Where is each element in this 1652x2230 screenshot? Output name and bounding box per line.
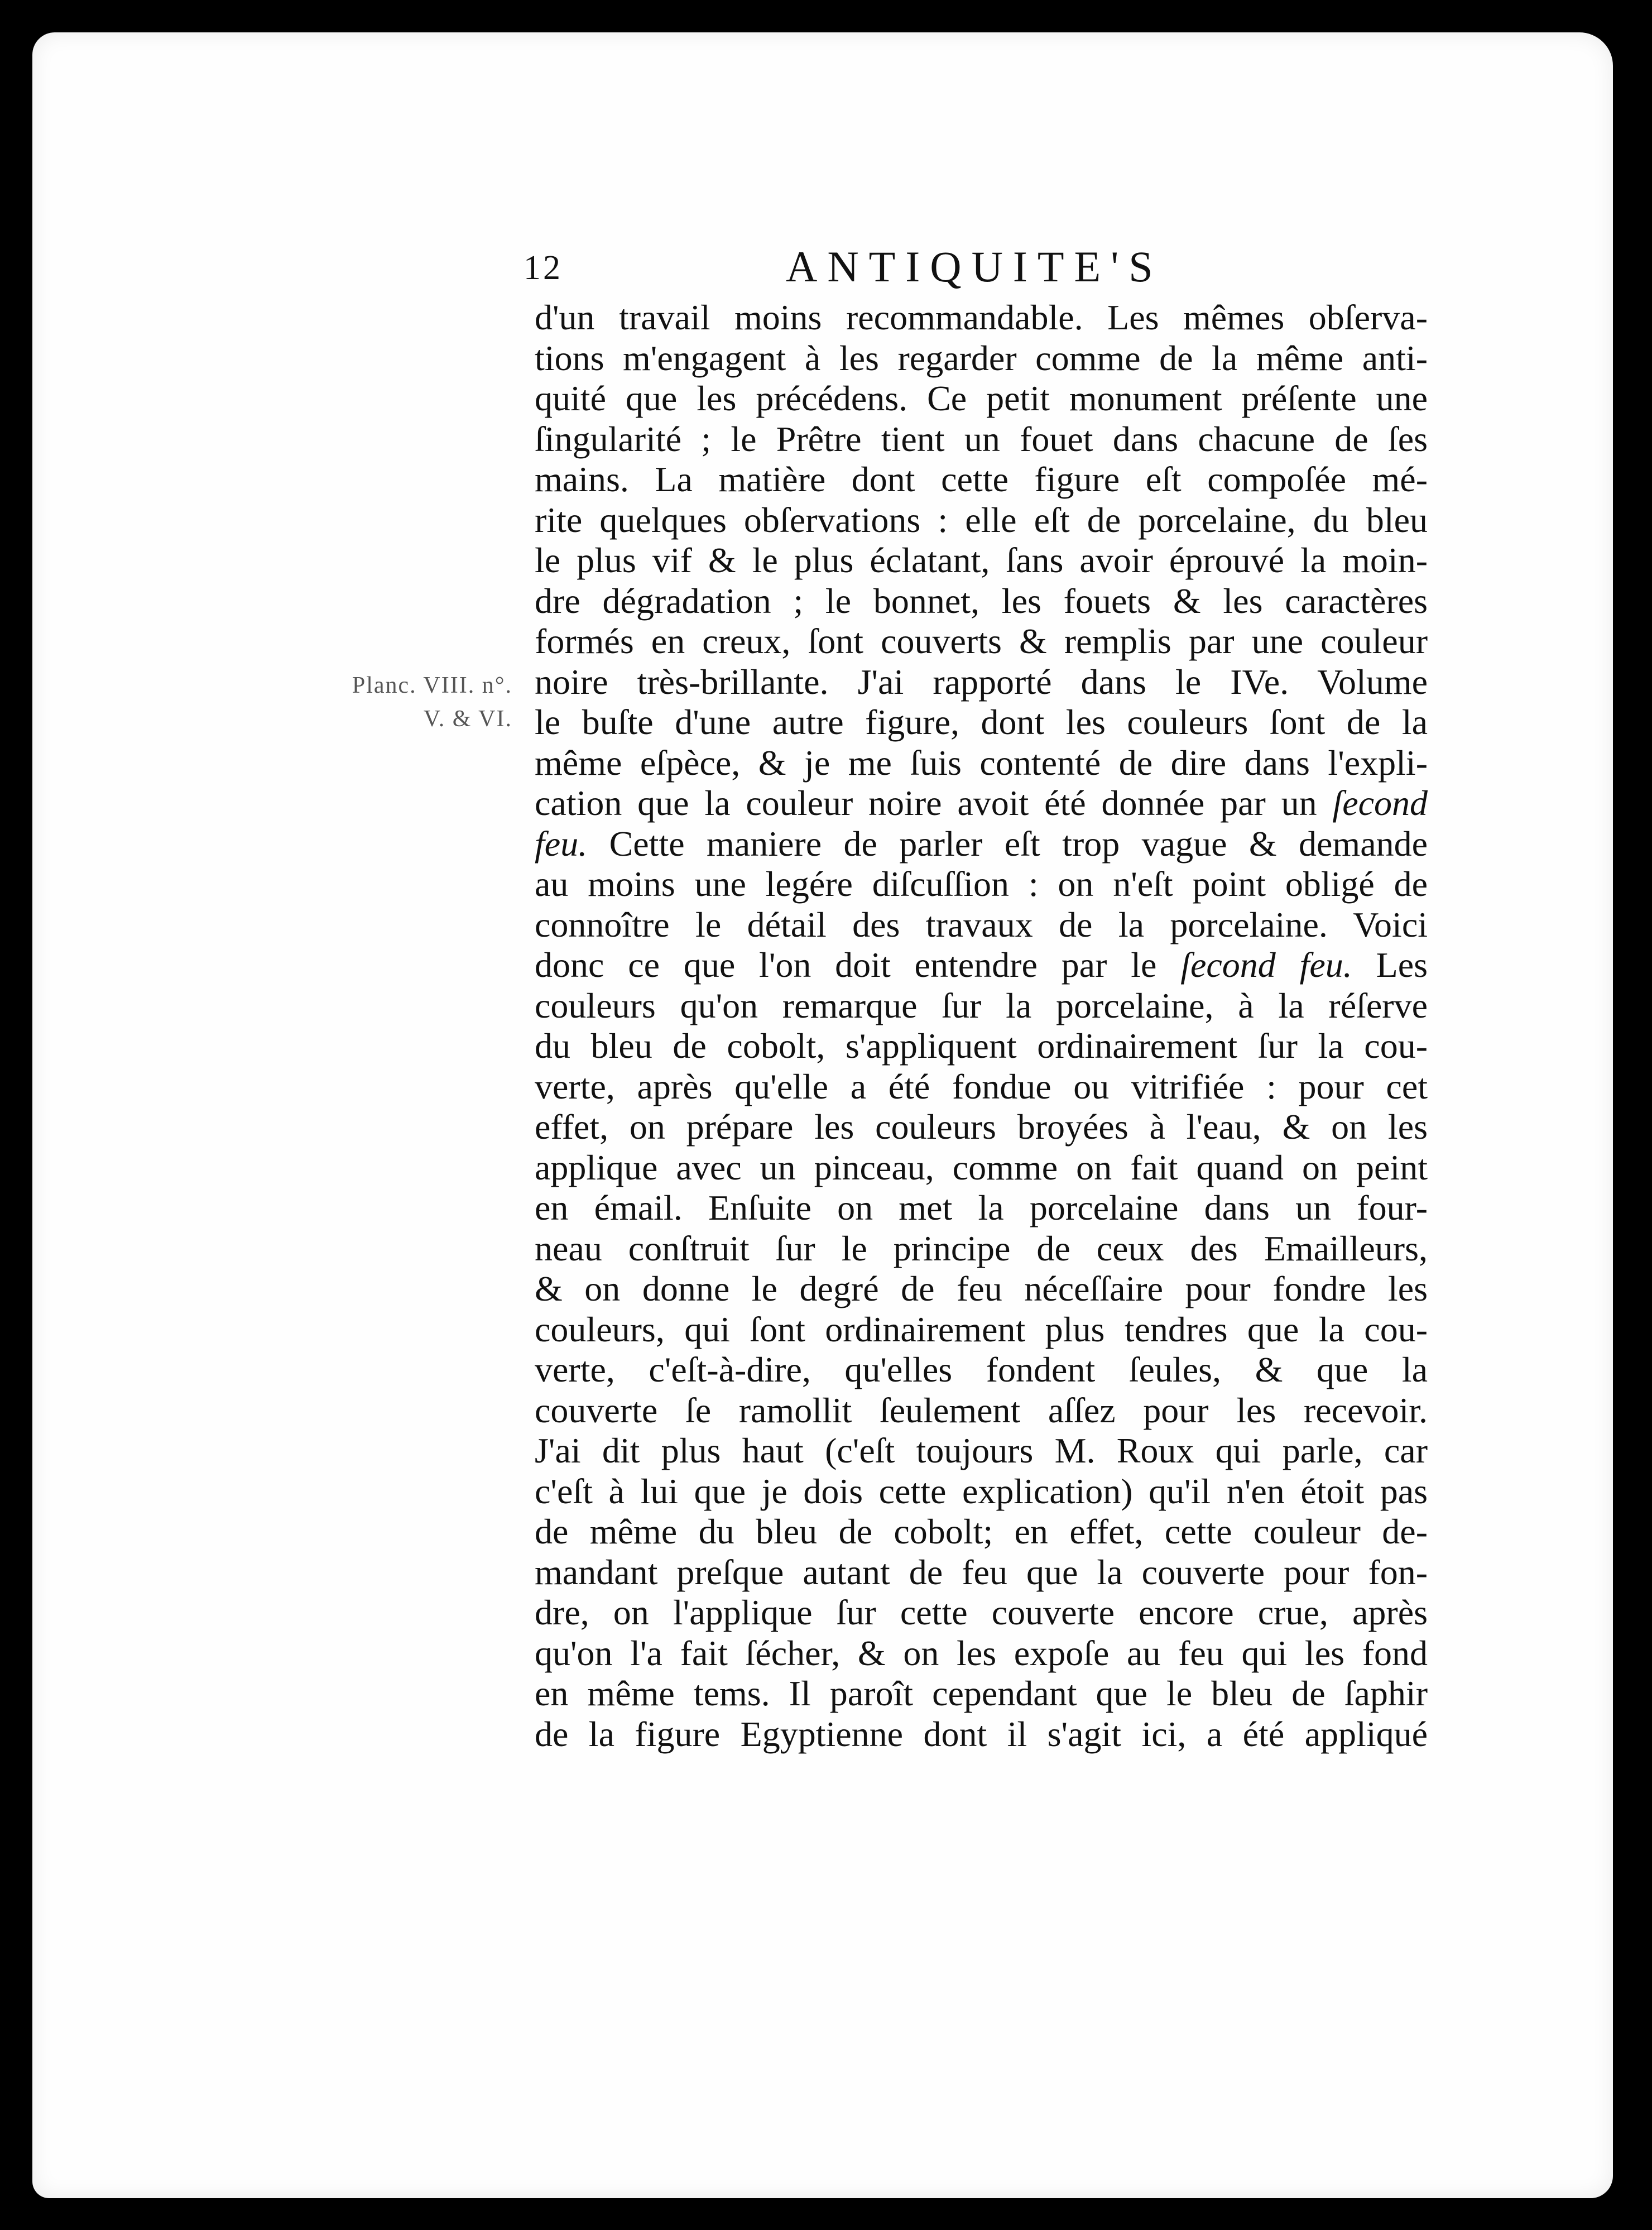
text-line: connoître le détail des travaux de la porcelaine. Voici	[535, 904, 1428, 944]
text-line: de la figure Egyptienne dont il s'agit ici, a été appliqué	[535, 1714, 1428, 1754]
text-run: Cette maniere de parler eſt trop vague & demande	[609, 823, 1428, 864]
text-run: donc ce que l'on doit entendre par le	[535, 945, 1157, 985]
page-number: 12	[524, 249, 563, 287]
text-line: effet, on prépare les couleurs broyées à l'eau, & on les	[535, 1107, 1428, 1147]
text-line: qu'on l'a fait ſécher, & on les expoſe au feu qui les fond	[535, 1633, 1428, 1673]
text-line: au moins une legére diſcuſſion : on n'eſt point obligé de	[535, 864, 1428, 904]
text-line: noire très-brillante. J'ai rapporté dans le IVe. Volume	[535, 661, 1428, 702]
text-run: Les	[1376, 945, 1428, 985]
text-line: couverte ſe ramollit ſeulement aſſez pour les recevoir.	[535, 1390, 1428, 1430]
margin-note	[345, 669, 512, 736]
running-head	[507, 242, 1439, 298]
text-line: tions m'engagent à les regarder comme de la même anti-	[535, 338, 1428, 378]
text-line	[535, 783, 1428, 824]
text-line: en émail. Enſuite on met la porcelaine dans un four-	[535, 1188, 1428, 1227]
text-line: en même tems. Il paroît cependant que le bleu de ſaphir	[535, 1673, 1428, 1713]
italic-run: ſecond	[1332, 783, 1428, 823]
body-text	[535, 298, 1428, 1754]
margin-note-line: V. & VI.	[423, 706, 512, 732]
text-line: de même du bleu de cobolt; en effet, cette couleur de-	[535, 1512, 1428, 1551]
text-line: du bleu de cobolt, s'appliquent ordinairement ſur la cou-	[535, 1026, 1428, 1066]
text-line: même eſpèce, & je me ſuis contenté de dire dans l'expli-	[535, 742, 1428, 783]
text-line: neau conſtruit ſur le principe de ceux des Emailleurs,	[535, 1228, 1428, 1268]
text-line: formés en creux, ſont couverts & remplis par une couleur	[535, 621, 1428, 661]
text-line: verte, c'eſt-à-dire, qu'elles fondent ſeules, & que la	[535, 1350, 1428, 1389]
text-line: verte, après qu'elle a été fondue ou vitrifiée : pour cet	[535, 1066, 1428, 1106]
text-line: mandant preſque autant de feu que la couverte pour fon-	[535, 1552, 1428, 1592]
text-line: dre dégradation ; le bonnet, les fouets & les caractères	[535, 581, 1428, 621]
text-run: cation que la couleur noire avoit été donnée par un	[535, 783, 1317, 823]
italic-run: feu.	[535, 823, 588, 864]
text-line: couleurs, qui ſont ordinairement plus tendres que la cou-	[535, 1309, 1428, 1349]
text-line: ſingularité ; le Prêtre tient un fouet dans chacune de ſes	[535, 419, 1428, 459]
text-line	[535, 945, 1428, 986]
text-line: le plus vif & le plus éclatant, ſans avoir éprouvé la moin-	[535, 540, 1428, 580]
text-line: mains. La matière dont cette figure eſt compoſée mé-	[535, 459, 1428, 499]
text-line: rite quelques obſervations : elle eſt de porcelaine, du bleu	[535, 500, 1428, 540]
text-line: le buſte d'une autre figure, dont les couleurs ſont de la	[535, 702, 1428, 742]
text-line: d'un travail moins recommandable. Les mêmes obſerva-	[535, 298, 1428, 337]
text-line: J'ai dit plus haut (c'eſt toujours M. Roux qui parle, car	[535, 1431, 1428, 1470]
text-line: c'eſt à lui que je dois cette explication) qu'il n'en étoit pas	[535, 1471, 1428, 1511]
italic-run: ſecond feu.	[1180, 945, 1352, 985]
text-line: applique avec un pinceau, comme on fait quand on peint	[535, 1147, 1428, 1187]
text-line	[535, 824, 1428, 865]
running-title: ANTIQUITE'S	[786, 242, 1163, 291]
book-page	[32, 32, 1613, 2198]
text-line: & on donne le degré de feu néceſſaire pour fondre les	[535, 1269, 1428, 1308]
text-line: dre, on l'applique ſur cette couverte encore crue, après	[535, 1593, 1428, 1632]
text-line: quité que les précédens. Ce petit monument préſente une	[535, 378, 1428, 418]
margin-note-line: Planc. VIII. n°.	[352, 673, 512, 698]
text-line: couleurs qu'on remarque ſur la porcelaine, à la réſerve	[535, 985, 1428, 1025]
